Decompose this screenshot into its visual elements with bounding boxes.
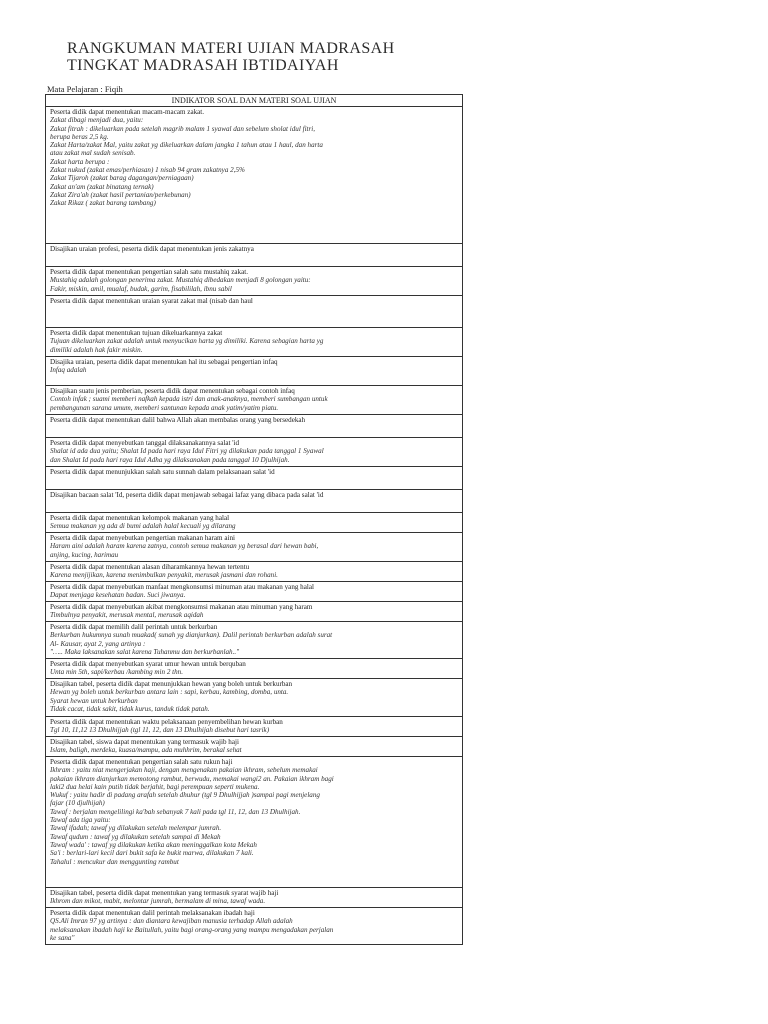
indicator-text: Peserta didik dapat menentukan pengertian salah satu mustahiq zakat. — [50, 268, 248, 276]
material-text — [50, 917, 458, 942]
material-line: Fakir, miskin, amil, mualaf, budak, garim, fisabililah, ibnu sabil — [50, 284, 232, 293]
indicator-text: Disajikan tabel, peserta didik dapat menentukan yang termasuk syarat wajib haji — [50, 889, 279, 897]
table-row — [46, 415, 462, 438]
table-row — [46, 602, 462, 622]
table-row — [46, 562, 462, 582]
material-text — [50, 631, 458, 656]
material-line: Tawaf wada' : tawaf yg dilakukan ketika akan meninggalkan kota Mekah — [50, 840, 257, 849]
material-line: Tawaf : berjalan mengelilingi ka'bah sebanyak 7 kali pada tgl 11, 12, dan 13 Dhulhijah. — [50, 807, 301, 816]
indicator-text: Peserta didik dapat menentukan dalil perintah melaksanakan ibadah haji — [50, 909, 255, 917]
table-row — [46, 513, 462, 533]
table-row — [46, 357, 462, 386]
material-line: dimiliki adalah hak fakir miskin. — [50, 345, 143, 354]
table-row — [46, 438, 462, 467]
table-header: INDIKATOR SOAL DAN MATERI SOAL UJIAN — [46, 95, 462, 107]
table-row — [46, 467, 462, 490]
document-title — [67, 40, 395, 74]
table-row — [46, 267, 462, 296]
material-line: Infaq adalah — [50, 366, 87, 375]
title-line-1: RANGKUMAN MATERI UJIAN MADRASAH — [67, 40, 395, 57]
material-text — [50, 611, 458, 619]
indicator-text: Peserta didik dapat menyebutkan syarat umur hewan untuk berquban — [50, 660, 246, 668]
table-body — [46, 107, 462, 944]
material-text — [50, 542, 458, 559]
material-line: Zakat Harta/zakat Mal, yaitu zakat yg dikeluarkan dalam jangka 1 tahun atau 1 haul, dan harta — [50, 141, 323, 150]
subject-label: Mata Pelajaran : Fiqih — [47, 84, 123, 94]
material-line: fajar (10 djulhijah) — [50, 799, 105, 808]
material-line: Mustahiq adalah golongan penerima zakat. Mustahiq dibedakan menjadi 8 golongan yaitu: — [50, 276, 311, 285]
indicator-text: Peserta didik dapat menentukan uraian syarat zakat mal (nisab dan haul — [50, 297, 253, 305]
material-text — [50, 395, 458, 412]
table-row — [46, 737, 462, 757]
material-text — [50, 688, 458, 713]
material-line: atau zakat mal sudah senisab. — [50, 149, 136, 158]
material-line: Zakat Zira'ah (zakat hasil pertanian/perkebunan) — [50, 190, 191, 199]
material-text — [50, 447, 458, 464]
material-line: Berkurban hukumnya sunah muakad( sunah yg dianjurkan). Dalil perintah berkurban adalah surat — [50, 631, 333, 640]
material-line: Haram aini adalah haram karena zatnya, contoh semua makanan yg berasal dari hewan babi, — [50, 542, 319, 551]
material-text — [50, 116, 458, 207]
material-line: ke sana" — [50, 933, 75, 942]
material-line: Timbulnya penyakit, merusak mental, merusak aqidah — [50, 611, 204, 620]
material-table — [45, 94, 463, 945]
material-line: anjing, kucing, harimau — [50, 550, 119, 559]
material-line: dan Shalat Id pada hari raya Idul Adha yg dilaksanakan pada tanggal 10 Djulhijah. — [50, 455, 290, 464]
material-line: Syarat hewan untuk berkurban — [50, 696, 138, 705]
material-text — [50, 522, 458, 530]
indicator-text: Peserta didik dapat menentukan macam-macam zakat. — [50, 108, 205, 116]
material-line: Zakat nukud (zakat emas/perhiasan) 1 nisab 94 gram zakatnya 2,5% — [50, 166, 245, 175]
material-text — [50, 668, 458, 676]
material-line: Tawaf ifadah; tawaf yg dilakukan setelah melempar jumrah. — [50, 824, 222, 833]
material-line: pembangunan sarana umum, memberi santunan kepada anak yatim/yatim piatu. — [50, 403, 279, 412]
material-line: Zakat harta berupa : — [50, 157, 110, 166]
material-line: Tidak cacat, tidak sakit, tidak kurus, tanduk tidak patah. — [50, 704, 210, 713]
material-line: berupa beras 2,5 kg. — [50, 132, 109, 141]
indicator-text: Disajikan uraian profesi, peserta didik dapat menentukan jenis zakatnya — [50, 245, 254, 253]
material-line: Sa'i : berlari-lari kecil dari bukit safa ke bukit marwa, dilakukan 7 kali. — [50, 849, 254, 858]
material-line: Dapat menjaga kesehatan badan. Suci jiwanya. — [50, 591, 186, 600]
material-line: pakaian ikhram dianjurkan memotong rambut, berwudu, memakai wangi2 an. Pakaian ikhram bagi — [50, 774, 334, 783]
material-line: Zakat Rikaz ( zakat barang tambang) — [50, 199, 156, 208]
indicator-text: Peserta didik dapat menentukan kelompok makanan yang halal — [50, 514, 230, 522]
material-line: Contoh infak ; suami memberi nafkah kepada istri dan anak-anaknya, memberi sumbangan untuk — [50, 395, 328, 404]
material-text — [50, 276, 458, 293]
indicator-text: Disajikan tabel, siswa dapat menentukan yang termasuk wajib haji — [50, 738, 239, 746]
material-text — [50, 746, 458, 754]
material-text — [50, 726, 458, 734]
indicator-text: Peserta didik dapat menentukan pengertian salah satu rukun haji — [50, 758, 233, 766]
table-row — [46, 622, 462, 659]
material-text — [50, 591, 458, 599]
material-line: Tgl 10, 11,12 13 Dhulhijjah (tgl 11, 12, dan 13 Dhulhijah disebut hari tasrik) — [50, 726, 270, 735]
indicator-text: Disajikan tabel, peserta didik dapat menunjukkan hewan yang boleh untuk berkurban — [50, 680, 293, 688]
material-line: Zakat fitrah : dikeluarkan pada setelah magrib malam 1 syawal dan sebelum sholat idul fitri, — [50, 124, 316, 133]
table-row — [46, 888, 462, 908]
material-line: Semua makanan yg ada di bumi adalah halal kecuali yg dilarang — [50, 522, 236, 531]
table-row — [46, 679, 462, 717]
table-row — [46, 296, 462, 328]
table-row — [46, 757, 462, 888]
table-row — [46, 908, 462, 944]
material-text — [50, 571, 458, 579]
material-line: "….. Maka laksanakan salat karena Tuhanmu dan berkurbanlah.." — [50, 647, 240, 656]
indicator-text: Peserta didik dapat menyebutkan manfaat mengkonsumsi minuman atau makanan yang halal — [50, 583, 314, 591]
table-row — [46, 490, 462, 513]
material-line: Al- Kausar, ayat 2, yang artinya : — [50, 639, 146, 648]
indicator-text: Disajika uraian, peserta didik dapat menentukan hal itu sebagai pengertian infaq — [50, 358, 278, 366]
material-line: Zakat dibagi menjadi dua, yaitu: — [50, 116, 144, 125]
material-text — [50, 366, 458, 374]
material-line: Tawaf ada tiga yaitu: — [50, 816, 111, 825]
material-line: melaksanakan ibadah haji ke Baitullah, yaitu bagi orang-orang yang mampu mengadakan perjalan — [50, 925, 334, 934]
table-row — [46, 328, 462, 357]
indicator-text: Peserta didik dapat memilih dalil perintah untuk berkurban — [50, 623, 218, 631]
indicator-text: Peserta didik dapat menentukan tujuan dikeluarkannya zakat — [50, 329, 223, 337]
material-line: QS.Ali Imran 97 yg artinya : dan diantara kewajiban manusia terhadap Allah adalah — [50, 917, 293, 926]
material-line: Hewan yg boleh untuk berkurban antara lain : sapi, kerbau, kambing, domba, unta. — [50, 688, 289, 697]
material-text — [50, 337, 458, 354]
material-line: Tujuan dikeluarkan zakat adalah untuk menyucikan harta yg dimiliki. Karena sebagian harta yg — [50, 337, 324, 346]
title-line-2: TINGKAT MADRASAH IBTIDAIYAH — [67, 57, 339, 74]
indicator-text: Disajikan suatu jenis pemberian, peserta didik dapat menentukan sebagai contoh infaq — [50, 387, 295, 395]
indicator-text: Disajikan bacaan salat 'Id, peserta didik dapat menjawab sebagai lafaz yang dibaca pada salat 'id — [50, 491, 324, 499]
indicator-text: Peserta didik dapat menyebutkan tanggal dilaksanakannya salat 'id — [50, 439, 240, 447]
material-line: Karena menjijikan, karena menimbulkan penyakit, merusak jasmani dan rohani. — [50, 571, 278, 580]
material-line: Tawaf qudum : tawaf yg dilakukan setelah sampai di Mekah — [50, 832, 221, 841]
indicator-text: Peserta didik dapat menyebutkan akibat mengkonsumsi makanan atau minuman yang haram — [50, 603, 313, 611]
material-line: Ikhrom dan mikot, mabit, melontar jumrah, bermalam di mina, tawaf wada. — [50, 897, 266, 906]
material-line: laki2 dua helai kain putih tidak berjahit, bagi perempuan seperti mukena. — [50, 782, 260, 791]
table-row — [46, 244, 462, 267]
material-line: Ikhram : yaitu niat mengerjakan haji, dengan mengenakan pakaian ikhram, sebelum memakai — [50, 766, 318, 775]
material-line: Zakat Tijaroh (zakat barag dagangan/perniagaan) — [50, 174, 194, 183]
material-line: Islam, baligh, merdeka, kuasa/mampu, ada muhhrim, berakal sehat — [50, 746, 242, 755]
indicator-text: Peserta didik dapat menunjukkan salah satu sunnah dalam pelaksanaan salat 'id — [50, 468, 275, 476]
indicator-text: Peserta didik dapat menyebutkan pengertian makanan haram aini — [50, 534, 235, 542]
indicator-text: Peserta didik dapat menentukan dalil bahwa Allah akan membalas orang yang bersedekah — [50, 416, 306, 424]
material-text — [50, 766, 458, 866]
table-row — [46, 717, 462, 737]
material-line: Tahalul : mencukur dan menggunting rambut — [50, 857, 179, 866]
material-line: Zakat an'am (zakat binatang ternak) — [50, 182, 154, 191]
material-line: Wukuf : yaitu hadir di padang arafah setelah dhuhur (tgl 9 Dhulhijjah )sampai pagi menjelang — [50, 791, 320, 800]
indicator-text: Peserta didik dapat menentukan alasan diharamkannya hewan tertentu — [50, 563, 250, 571]
table-row — [46, 659, 462, 679]
table-row — [46, 107, 462, 244]
table-row — [46, 582, 462, 602]
table-row — [46, 533, 462, 562]
material-line: Unta min 5th, sapi/kerbau /kambing min 2 thn. — [50, 668, 184, 677]
material-line: Shalat id ada dua yaitu; Shalat Id pada hari raya Idul Fitri yg dilakukan pada tanggal 1 Syawal — [50, 447, 324, 456]
material-text — [50, 897, 458, 905]
table-row — [46, 386, 462, 415]
indicator-text: Peserta didik dapat menentukan waktu pelaksanaan penyembelihan hewan kurban — [50, 718, 283, 726]
